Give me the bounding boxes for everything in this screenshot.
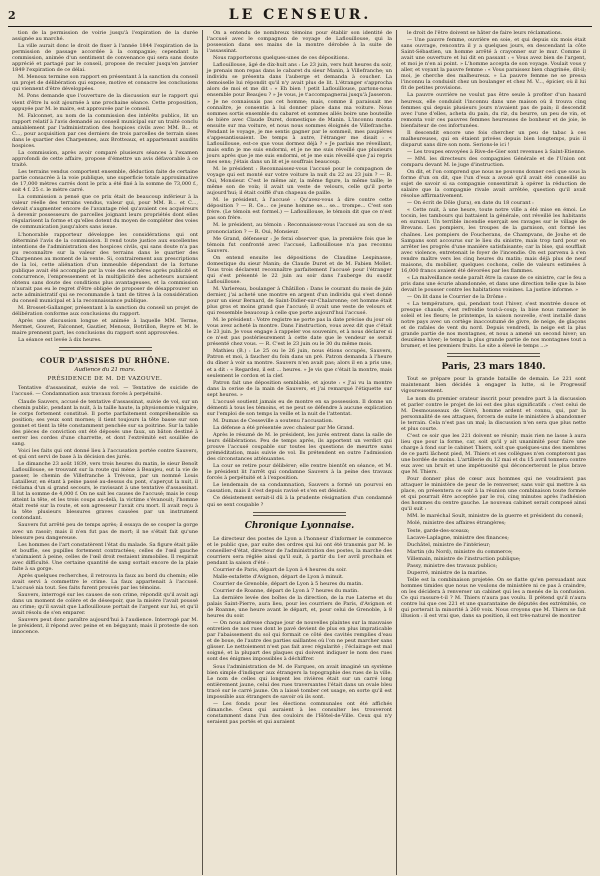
paragraph: Les hommes de l'art constatèrent l'état du malade. Sa figure était pâle et bouffie, ses pupilles fortement contractées; celles de l'œil gauche s'animaient à peine, celles de l'œil droit restaient immobiles. Il respirait avec difficulté. Une certaine quantité de sang sortait encore de la plaie faite à sa gorge. xyxy=(12,541,198,572)
paragraph: M. le président, à l'accusé : Qu'avez-vous à dire contre cette déposition ? — R. Ce... ce jeune homme se... se... trompe... C'est son frère. (Le témoin est formel.) — Laflouillouse, le témoin dit que ce n'est pas son frère. xyxy=(207,197,392,222)
paragraph: Sauvers peut donc paraître aujourd'hui à l'audience. Interrogé par M. le président, il répond avec peine et en bégayant; mais il proteste de son innocence. xyxy=(12,617,198,636)
paragraph: La commission, après avoir comparé plusieurs séances à l'examen approfondi de cette affaire, propose d'émettre un avis défavorable à ce traité. xyxy=(12,149,198,168)
paragraph: Courrier de Grenoble, départ de Lyon à 5 heures du matin. xyxy=(213,580,363,587)
paragraph: Sauvers fut arrêté peu de temps après; il essaya de se couper la gorge avec un rasoir; mais il n'en fut pas de mort; il ne s'était fait qu'une blessure peu dangereuse. xyxy=(12,522,198,541)
paragraph: Après le résumé de M. le président, les jurés entrent dans la salle de leurs délibérations. Peu de temps après, ils apportent un verdict qui prouve l'accusé coupable sur toutes les questions de meurtre sans préméditation, mais suivie de vol. Ils prétendent en outre l'admission des circonstances atténuantes. xyxy=(207,432,392,463)
paragraph: Courrier de Paris, départ de Lyon à 4 heures du soir. xyxy=(213,566,347,573)
paragraph: Patron fait une déposition semblable, et ajoute : « J'ai vu la montre dans la cerise de la main de Sauvers, et j'ai remarqué l'étiquette sur sept heures. » xyxy=(207,379,392,398)
paragraph: On entend ensuite les dépositions de Claudine Lespinasse, domestique du sieur Manin; de Claude Duret et de M. Fabien Mollet. Tous trois déclarent reconnaître parfaitement l'accusé pour l'étranger qui s'est présenté le 22 juin au soir dans l'auberge du susdit Laflouillouse. xyxy=(207,254,392,285)
paragraph: On dit, et l'on comprend que nous ne pouvons donner ceci que sous la forme d'un on dit, que l'un d'eux a avoué qu'il avait été conseillé au sujet de savoir si sa compagnie consentirait à opérer la réduction de salaire que la compagnie rivale avait arrêtée, question qu'il avait résolue affirmativement. xyxy=(401,169,586,200)
paragraph: La cour se retire pour délibérer; elle rentre bientôt en séance, et M. le président lit l'arrêt qui condamne Sauvers à la peine des travaux forcés à perpétuité et à l'exposition. xyxy=(207,463,392,482)
paragraph: Le nom du premier orateur inscrit pour prendre part à la discussion et parler contre le projet de loi est des plus significatifs : c'est celui de M. Desmousseaux de Givré, homme ardent et connu, qui, par la personnalité de ses attaques, forcera de suite le ministère à abandonner le terrain. Cela n'est pas un mal; la discussion n'en sera que plus nette et plus courte. xyxy=(401,395,586,432)
paragraph: Les terrains vendus comportent ensemble, déduction faite de certaine partie consacrée à la voie publique, une superficie totale approximative de 17,000 mètres carrés dont le prix a été fixé à la somme de 73,000 f., soit 4 f. 25 c. le mètre carré. xyxy=(12,169,198,194)
paragraph: Sous l'administration de M. de Farques, on avait imaginé un système bien simple d'indiquer aux étrangers la topographie des rues de la ville. Le nom de celles qui longent les rivières était sur un carré long entièrement jaune, celui des rues traversantes l'était dans un ovale bleu tracé sur le carré jaune. On a laissé tomber cet usage, en sorte qu'il est impossible aux étrangers de savoir où ils sont. xyxy=(207,663,392,700)
paragraph: Pour donner plus de cœur aux hommes qui ne voudraient pas attaquer le ministère de peur de le renverser, sans voir qui mettre à sa place, on présentera ce soir à la réunion une combinaison toute formée et qui pourrait être acceptée par le roi, cinq minutes après l'adhésion des hommes du centre gauche. Le nouveau cabinet serait composé ainsi qu'il suit : xyxy=(401,476,586,513)
paragraph: Laflouillouse, âgé de dix-huit ans : Le 23 juin, vers huit heures du soir, je prenais mon repas dans le cabaret du sieur Manin, à Villefranche; un individu se présenta dans l'auberge et demanda à coucher. La demoiselle lui répondit qu'il n'y avait plus de lit. L'étranger s'approcha alors de moi et me dit : « Eh bien ! petit Laflouillouse, partons-nous ensemble pour Beaujeu ? » Je vous, je t'accompagnerai jusqu'à Jasseron. » Je ne connaissais pas cet homme; mais, comme il paraissait me connaître, je consentis à lui donner place dans ma voiture. Nous sommes sortis ensemble du cabaret et sommes allés boire une bouteille de bière avec Claude Duret, domestique de Manin. L'inconnu monta ensuite sur ma voiture, et nous nous sommes éloignés de Villefranche. Pendant le voyage, je me sentis gagner par le sommeil, mes paupières s'appesantissaient. De temps à autre, l'étranger me disait : « Laflouillouse, est-ce que vous dormez déjà ? » Je parlais me réveillant, mais enfin je me suis endormi, et je ne me suis réveillé que plusieurs jours après que je me suis endormi, et je me suis réveillé que j'ai repris mes sens; j'étais dans un lit et je souffrais beaucoup. xyxy=(207,62,392,165)
paragraph: Teste, garde-des-sceaux; xyxy=(407,527,470,534)
paragraph: M. Pons demande que l'ouverture de la discussion sur le rapport qui vient d'être lu soit ajournée à une prochaine séance. Cette proposition, appuyée par M. le maire, est approuvée par le conseil. xyxy=(12,93,198,112)
paris-dateline: Paris, 23 mars 1840. xyxy=(441,362,546,373)
section-divider xyxy=(447,353,540,357)
presidency-line: PRÉSIDENCE DE M. DE VAZOUVE. xyxy=(47,376,163,383)
paragraph: Sauvers, interrogé sur les causes de son crime, répondit qu'il avait agi dans un moment de colère et de désespoir, que la misère l'avait poussé au crime; qu'il savait que Laflouillouse portait de l'argent sur lui, et qu'il avait résolu de s'en emparer. xyxy=(12,591,198,617)
paragraph: — Les troupes envoyées à Rive-de-Gier sont revenues à Saint-Etienne. xyxy=(407,148,586,155)
court-report-continued xyxy=(207,30,392,508)
court-heading: COUR D'ASSISES DU RHÔNE. xyxy=(39,356,171,366)
paragraph: Après quelques recherches, il retrouva la faux au bord du chemin; elle avait servi à commettre le crime. La faux appartenait à l'accusé. L'accusé nia tout. Ses faits furent prouvés par les témoins. xyxy=(12,572,198,591)
section-divider xyxy=(59,347,152,351)
paragraph: M. Varlereau, boulanger à Châtillon : Dans le courant du mois de juin dernier, j'ai acheté une montre en argent d'un individu qui s'est donné pour un sieur Bernard, de Saint-Didier-sur-Chalaronne; cet homme était plus gros et moins grand que l'accusé; il avait une veste de velours et qui ressemble beaucoup à celle que porte aujourd'hui l'accusé. xyxy=(207,285,392,317)
paragraph: « La température, qui, pendant tout l'hiver, s'est montrée douce et presque chaude, s'est refroidie tout-à-coup; la bise nous ramener le soleil et les fleurs; le printemps, la saison nouvelle, s'est installé dans notre pays avec un cortège inaccoutumé de givre, de neige, de glaçons et de rafales de vent du nord. Depuis vendredi, la neige est la plus grande partie de nos montagnes, et nous a amené un second hiver; un deuxième hiver; le temps la plus grande partie de nos montagnes tout a brumer, et les premiers fruits. Le site a élevé le temps ...» xyxy=(401,301,586,350)
column-1 xyxy=(8,30,202,875)
paragraph: Duperré, ministre de la marine. xyxy=(407,569,488,576)
column-2 xyxy=(202,30,396,875)
paragraph: Tout se prépare pour la grande bataille de demain. Le 221 sont maintenant bien décidés à engager la lutte, si le Progressif vigoureusement. xyxy=(401,376,586,395)
paragraph: La commission a pensé que ce prix était de beaucoup inférieur à la valeur réelle des terrains vendus, valeur qui, pour MM. B... et C..., devait s'augmenter encore de l'avantage réel qu'avaient ces acquéreurs à devenir possesseurs de parcelles joignant leurs propriétés dont elles régularisent la forme et qu'elles dotent du moyen de compléter des voies de communication jusqu'alors sans issue. xyxy=(12,194,198,231)
paragraph: Nous rapporterons quelques-unes de ces dépositions. xyxy=(213,55,350,62)
paragraph: Le directeur des postes de Lyon a l'honneur d'informer le commerce et le public que, par suite des ordres qui lui ont été transmis par M. le conseiller-d'état, directeur de l'administration des postes, la marche des courriers sera réglée ainsi qu'il suit, à partir du 1er avril prochain et pendant la saison d'été : xyxy=(207,535,392,566)
column-3 xyxy=(396,30,590,875)
newspaper-title: LE CENSEUR. xyxy=(228,7,372,23)
paragraph: La séance est levée à dix heures. xyxy=(18,337,102,344)
paragraph: — MM. les directeurs des compagnies Générale et de l'Union ont comparu devant M. le juge d'instruction. xyxy=(401,155,586,168)
paragraph: Mathieu (B.) : Le 25 ou le 26 juin, nous étions occupés, Sauvers, Patron et moi, à faucher du foin dans un pré. Patron demanda à l'heure du dîner à voir sa montre. Sauvers n'en avait pas; alors il en a pris une, et a dit : « Regardez, il est ... heures. » Je vis que c'était la montre, mais seulement le cordon et la clef. xyxy=(207,348,392,379)
paragraph: M. le président : Reconnaissez-vous l'accusé pour le compagnon de voyage qui est monté sur votre voiture la nuit du 22 au 23 juin ? — R. Oui, Monsieur. C'est le même air, la même figure, la même taille; le même son de voix; il avait un veste de velours, celle qu'il porte aujourd'hui; il était coiffé d'un chapeau de paille. xyxy=(207,166,392,197)
paragraph: Il descendit encore une fois chercher un peu de tabac à ces malheureuses, qui en étaient privées depuis bien longtemps, puis il disparut sans dire son nom. Serions-le ici ! xyxy=(401,129,586,148)
paragraph: Le lendemain de sa condamnation, Sauvers a formé un pourvoi en cassation, mais il s'est depuis ravisé et s'en est désisté. xyxy=(207,482,392,495)
court-report xyxy=(12,385,198,635)
paragraph: La ville aurait donc le droit de fixer à l'année 1844 l'expiration de la permission de passage accordée à la compagnie; cependant la commission, animée d'un sentiment de convenance qui sera sans doute apprécié et partagé par le conseil, propose de reculer jusqu'en janvier 1849 l'expiration de ce délai. xyxy=(12,43,198,74)
paragraph: L'honorable rapporteur développe les considérations qui ont déterminé l'avis de la commission. Il rend toute justice aux excellentes intentions de l'administration des hospices civils, qui sans doute n'a pas pu reconnaître sur la valeur des terrains dans le quartier des Charpennes au moment de la vente. Si, contrairement aux prescriptions de la loi, cette aliénation d'un immeuble dépendant de la fortune publique avait été accomplie par la voie des enchères après publicité et concurrence, l'empressement et la multiplicité des acheteurs auraient obtenu sans doute des conditions plus avantageuses, et la commission n'aurait pas eu le regret d'être obligée de proposer de désapprouver un acte administratif qui se recommande à tant de titres à la considération du conseil municipal et à la reconnaissance publique. xyxy=(12,231,198,305)
paragraph: Martin (du Nord), ministre du commerce; xyxy=(407,548,513,555)
paragraph: — Les fonds pour les élections communales ont été affichés dimanche. Ceux qui auraient à les consulter les trouveront constamment dans l'un des couloirs de l'Hôtel-de-Ville. Ceux qui n'y seraient pas portés et qui auraient xyxy=(207,700,392,725)
paragraph: M. le président, au témoin : Reconnaissez-vous l'accusé au son de sa prononciation ? — R. Oui, Monsieur. xyxy=(207,222,392,235)
paragraph: — On nous adresse chaque jour de nouvelles plaintes sur la mauvaise entretien de nos rues dont le pavé devient de plus en plus impraticable par l'abaissement du sol qui formait ce côté des cavités remplies d'eau et de boue, de l'autre des parties saillantes où l'on ne peut marcher sans glisser. Le nettoiement n'est pas fait avec régularité ; l'éclairage est mal soigné, et la plupart des plaques qui doivent indiquer le nom des rues sont des énigmes impossibles à déchiffrer. xyxy=(207,620,392,663)
paragraph: On a entendu de nombreux témoins pour établir son identité de l'accusé avec le compagnon de voyage de Laflouillouse, qui la possession dans ses mains de la montre dérobée à la suite de l'assassinat. xyxy=(207,30,392,55)
paragraph: Voici les faits qui ont donné lieu à l'accusation portée contre Sauvers, et qui ont servi de base à la décision des jurés. xyxy=(12,447,198,460)
paragraph: — Une pauvre femme, ouvrière en soie, et qui depuis six mois était sans ouvrage, rencontra il y a quelques jours, en descendant la côte Saint-Sébastien, un homme arrêté à crayonner sur le mur. Comme il avait une ouverture et lui dit en passant : « Vous avez bien de l'argent, et moi je n'en ai point. » L'homme accepta de son voyage. Voulait vous y aller, et voyant la pauvre femme : « Vous paraissez bien chagrinée, dit-il; moi, je cherche des malheureux. » La pauvre femme ne se pressa l'inconnu la conduisit chez un boulanger et chez M. V..., épicier, où il lui fit de petites provisions. xyxy=(401,37,586,92)
paragraph: C'est ce soir que les 221 doivent se réunir; mais rien ne lasse à aura lieu que pour la forme, car, soit qu'il y ait unanimité pour faire une charge à fond sur le cabinet Thiers, soit que quelques-uns des membres de ce parti lâchent pied, M. Thiers et ses collègues n'en compteront pas une bordée de moins. L'artillerie du 12 mai et du 15 avril tonnera contre eux avec un bruit et une impétuosité qui déconcerteront le plus brave que M. Thiers. xyxy=(401,432,586,476)
paragraph: — On écrit de Dôle (Jura), en date du 18 courant : xyxy=(407,200,534,207)
paragraph: Claude Sauvers, accusé de tentative d'assassinat, suivie de vol, sur un chemin public, pendant la nuit, à la taille haute, la physionomie vulgaire, le corps fortement constitué. Il porte parfaitement compréhensible sa position; ses yeux sont mornes; il tient toujours la tête basse sur son gonnet et tient la tête constamment penchée sur sa poitrine. Sur la table des pièces de conviction ont été déposés une faux, un bâton destiné à serrer les cordes d'une charrette, et dont l'extrémité est souillée de sang. xyxy=(12,398,198,447)
paragraph: M. Menoux termine son rapport en présentant à la sanction du conseil un projet de délibération qui expose, motive et consacre les conclusions qui viennent d'être développées. xyxy=(12,74,198,93)
paragraph: Le dimanche 23 août 1839, vers trois heures du matin, le sieur Benoît Laflouillouse, se trouvant sur la route qui mène à Beaujeu, eut la vie de passer, le chemin de Villefranche à Trévoux, par un nommé Louis Latailleur, en étant à peine passé au-dessus du pont, s'aperçut la nuit, il réclama d'un si grand secours, le ravissant à une tentative d'assassinat. Il lut la somme de 4,000 f. On ne sait les causes de l'accusé; mais le coup atteint la tête, et les trois coups au-delà, la victime s'évanouit; l'homme était resté sur la route, et son agresseur l'avait cru mort. Il avait reçu à la tête plusieurs blessures graves causées par un instrument contondant. xyxy=(12,461,198,522)
chronique-continued xyxy=(401,30,586,349)
page-number: 2 xyxy=(8,8,16,22)
municipal-report xyxy=(12,30,198,343)
paragraph: L'accusé soutient jamais eu de montre en sa possession. Il donne un démenti à tous les témoins, et ne peut se défendre à aucune explication sur l'emploi de son temps la veille et la nuit de l'attentat. xyxy=(207,398,392,417)
paragraph: Molé, ministre des affaires étrangères; xyxy=(407,520,506,527)
paragraph: M. le président : Votre registre ne porte pas la date précise du jour où vous avez acheté la montre. Dans l'instruction, vous avez dit que c'était le 23 juin. Je vous engage à rappeler vos souvenirs, et à nous déclarer si ce n'est pas postérieurement à cette date que le vendeur se serait présenté chez vous. — R. C'est le 23 juin ou le 30 du même mois. xyxy=(207,317,392,348)
paragraph: Malle-estafette d'Avignon, départ de Lyon à minuit. xyxy=(213,573,344,580)
paragraph: Telle est la combinaison projetée. On se flatte qu'en persuadant aux hommes timides que nous ne voulons de ministère ni ce pas à craindre, on les décidera à renverser un cabinet qui les a menés de la confusion. Ce qui rassure-t-il ? M. Thiers n'aura pas voulu. Il prétend qu'il n'aura contre lui que ces 221 et une quarantaine de députés des extrémités, ce qui porterait la minorité à 260 voix. Nous croyons que M. Thiers se fait illusion : il est vrai que, dans sa position, il est très-naturel de montrer xyxy=(401,576,586,620)
paragraph: « Cette nuit, à une heure, toute notre ville a été mise en émoi. Le tocsin, les tambours qui battaient la générale, ont réveillé les habitants en sursaut. Un terrible incendie exerçait ses ravages sur le village de Brevans. Les pompiers, les troupes de la garnison, ont formé les chaînes. Les pompiers de Foucherans, de Champvans, de Jouhe et de Sampans sont accourus sur le lieu du sinistre, mais trop tard pour en arrêter les progrès d'une manière satisfaisante; car la bise, qui soufflait avec violence, entretenait le foyer de l'incendie. On est parvenu à s'en rendre maître vers les cinq heures du matin; mais déjà plus de neuf maisons, du mobilier, quelques cochons, celle de valeurs estimées à 16,000 francs avaient été dévorées par les flammes. xyxy=(401,207,586,274)
court-date: Audience du 21 mars. xyxy=(74,367,136,374)
paragraph: — On lit dans le Courrier de la Drôme : xyxy=(407,293,507,300)
paragraph: La pauvre ouvrière ne voulut pas être seule à profiter d'un hasard heureux, elle conduisit l'inconnu dans une maison où il trouva cinq femmes qui depuis plusieurs jours n'avaient pas de pain; il descendit avec l'une d'elles, acheta du pain, du riz, du beurre, un peu de vin, et remonta voir ces pauvres femmes heureuses de bonheur et de joie, le bienfaiteur de ces infortunées. xyxy=(401,92,586,129)
paragraph: le droit de l'être doivent se hâter de faire leurs réclamations. xyxy=(407,30,563,36)
paragraph: Ce désistement serait-il dû à la prudente résignation d'un condamné qui se sent coupable ? xyxy=(207,495,392,508)
section-divider xyxy=(253,512,346,516)
paragraph: MM. le maréchal Soult, ministre de la guerre et président du conseil; xyxy=(407,513,584,520)
paragraph: M. Brosset-Gallanger, présentant à la sanction du conseil un projet de délibération conforme aux conclusions du rapport. xyxy=(12,305,198,318)
paragraph: Lacave-Laplagne, ministre des finances; xyxy=(407,534,509,541)
paragraph: « La malveillance seule paraît être la cause de ce sinistre, car le feu a pris dans une écurie abandonnée, et dans une direction telle que la bise devait le pousser contre les habitations voisines. La justice informe. » xyxy=(401,274,586,293)
paragraph: M. Dumas de Cesseville a soutenu l'accusation. xyxy=(213,417,334,424)
paragraph: Après une discussion longue et animée à laquelle MM. Terme, Mermet, Gouvet, Falconnet, Gautier, Menoux, Botrillon, Reyre et M. le maire prennent part, les conclusions du rapport sont approuvées. xyxy=(12,318,198,337)
paragraph: tion de la permission de voirie jusqu'à l'expiration de la durée assignée au marché. xyxy=(12,30,198,43)
chronique-heading: Chronique Lyonnaise. xyxy=(244,520,355,531)
text-columns xyxy=(8,30,592,875)
paris-text xyxy=(401,376,586,619)
paragraph: Me Grand, défenseur : Je ferai observer que, la première fois que le témoin fut confronté avec l'accusé, Laflouillouse n'a pas reconnu Sauvers. xyxy=(207,235,392,254)
paragraph: Tentative d'assassinat, suivie de vol. — Tentative de suicide de l'accusé. — Condamnation aux travaux forcés à perpétuité. xyxy=(12,385,198,398)
masthead xyxy=(8,4,592,27)
paragraph: M. Falconnet, au nom de la commission des intérêts publics, lit un rapport relatif à l'avis demandé au conseil municipal sur un traité conclu amiablement par l'administration des hospices civils avec MM. B... et C..., pour acquisition par ces derniers de trois parcelles de terrain sises dans le quartier des Charpennes, aux Brotteaux, et appartenant auxdits hospices. xyxy=(12,112,198,149)
paragraph: Villemain, ministre de l'instruction publique; xyxy=(407,555,521,562)
paragraph: La défense a été présentée avec chaleur par Me Grand. xyxy=(213,424,355,431)
paragraph: Passy, ministre des travaux publics; xyxy=(407,562,498,569)
paragraph: La dernière levée des boîtes de la direction, de la rue Laterne et du palais Saint-Pierre, aura lieu, pour les courriers de Paris, d'Avignon et de Roanne, une heure avant le départ, et, pour celui de Grenoble, à 8 heures du soir. xyxy=(207,594,392,620)
paragraph: Duchâtel, ministre de l'intérieur; xyxy=(407,541,491,548)
chronique-text xyxy=(207,536,392,725)
paragraph: Courrier de Roanne, départ de Lyon à 7 heures du matin. xyxy=(213,587,359,594)
